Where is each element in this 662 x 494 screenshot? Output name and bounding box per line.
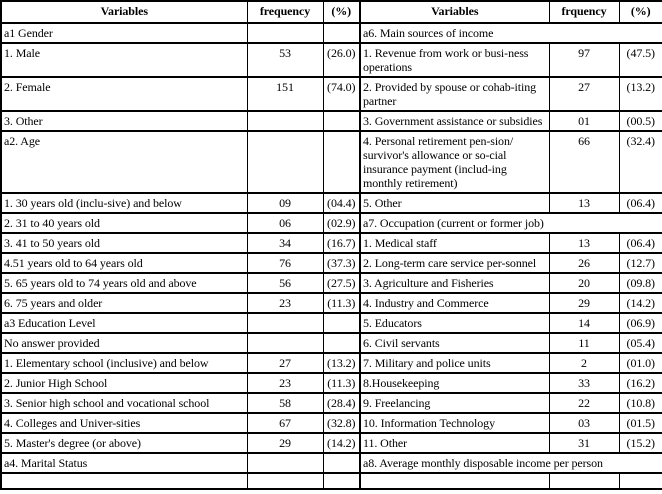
right-percent-cell: (14.2) (619, 293, 662, 313)
left-variable-cell: 1. Male (1, 43, 247, 77)
left-frequency-cell: 34 (247, 233, 323, 253)
table-row (1, 273, 662, 293)
left-frequency-cell: 23 (247, 373, 323, 393)
left-variable-cell: 1. Elementary school (inclusive) and below (1, 353, 247, 373)
left-percent-cell (323, 473, 360, 489)
left-percent-cell: (32.8) (323, 413, 360, 433)
right-variable-cell: 4. Personal retirement pen-sion/ survivor's allowance or so-cial insurance payment (includ-ing monthly retirement) (360, 131, 549, 193)
right-percent-header: (%) (619, 1, 662, 23)
right-variable-cell: 8.Housekeeping (360, 373, 549, 393)
right-percent-cell: (09.8) (619, 273, 662, 293)
table-row (1, 23, 662, 43)
left-percent-cell: (28.4) (323, 393, 360, 413)
right-percent-cell: (06.9) (619, 313, 662, 333)
right-variable-cell: 3. Agriculture and Fisheries (360, 273, 549, 293)
table-row (1, 253, 662, 273)
left-frequency-cell: 23 (247, 293, 323, 313)
table-row (1, 373, 662, 393)
left-frequency-cell (247, 111, 323, 131)
left-variable-cell: a3 Education Level (1, 313, 247, 333)
table-row (1, 193, 662, 213)
left-percent-cell: (11.3) (323, 293, 360, 313)
right-frequency-cell (549, 473, 619, 489)
right-frequency-cell: 13 (549, 233, 619, 253)
right-percent-cell: (01.0) (619, 353, 662, 373)
right-percent-cell (619, 473, 662, 489)
right-variable-cell: 2. Long-term care service per-sonnel (360, 253, 549, 273)
table-row (1, 313, 662, 333)
right-frequency-cell: 13 (549, 193, 619, 213)
table-row (1, 131, 662, 193)
left-percent-cell (323, 131, 360, 193)
left-variable-cell: a2. Age (1, 131, 247, 193)
left-variable-cell: 3. 41 to 50 years old (1, 233, 247, 253)
left-frequency-cell: 151 (247, 77, 323, 111)
left-variable-cell: 5. Master's degree (or above) (1, 433, 247, 453)
left-frequency-cell (247, 313, 323, 333)
table-row (1, 293, 662, 313)
table-row (1, 333, 662, 353)
right-frequency-cell: 20 (549, 273, 619, 293)
right-frequency-cell: 01 (549, 111, 619, 131)
left-variable-cell: 1. 30 years old (inclu-sive) and below (1, 193, 247, 213)
left-variable-cell: No answer provided (1, 333, 247, 353)
right-percent-cell: (13.2) (619, 77, 662, 111)
left-frequency-cell: 53 (247, 43, 323, 77)
left-variable-cell: 4.51 years old to 64 years old (1, 253, 247, 273)
left-variable-cell: 4. Colleges and Univer-sities (1, 413, 247, 433)
right-percent-cell: (32.4) (619, 131, 662, 193)
right-variables-header: Variables (360, 1, 549, 23)
right-frequency-cell: 11 (549, 333, 619, 353)
right-percent-cell: (12.7) (619, 253, 662, 273)
left-percent-cell: (11.3) (323, 373, 360, 393)
left-frequency-cell: 58 (247, 393, 323, 413)
left-percent-cell (323, 111, 360, 131)
right-variable-cell: 11. Other (360, 433, 549, 453)
right-variable-cell: 4. Industry and Commerce (360, 293, 549, 313)
right-percent-cell: (47.5) (619, 43, 662, 77)
right-percent-cell: (06.4) (619, 233, 662, 253)
left-percent-cell: (27.5) (323, 273, 360, 293)
left-frequency-cell (247, 333, 323, 353)
left-percent-cell (323, 333, 360, 353)
left-frequency-cell: 76 (247, 253, 323, 273)
left-variable-cell: 5. 65 years old to 74 years old and above (1, 273, 247, 293)
right-variable-cell: 3. Government assistance or subsidies (360, 111, 549, 131)
right-section-cell: a7. Occupation (current or former job) (360, 213, 662, 233)
left-variable-cell: 2. Female (1, 77, 247, 111)
right-percent-cell: (15.2) (619, 433, 662, 453)
left-variables-header: Variables (1, 1, 247, 23)
clipped-row (1, 473, 662, 489)
left-variable-cell: 3. Senior high school and vocational school (1, 393, 247, 413)
right-section-cell: a6. Main sources of income (360, 23, 662, 43)
right-variable-cell: 5. Other (360, 193, 549, 213)
left-variable-cell: a1 Gender (1, 23, 247, 43)
right-frequency-cell: 22 (549, 393, 619, 413)
left-percent-cell: (14.2) (323, 433, 360, 453)
table-row (1, 111, 662, 131)
table-row (1, 433, 662, 453)
right-percent-cell: (05.4) (619, 333, 662, 353)
right-frequency-cell: 66 (549, 131, 619, 193)
right-variable-cell: 1. Medical staff (360, 233, 549, 253)
left-frequency-cell: 27 (247, 353, 323, 373)
left-frequency-cell: 56 (247, 273, 323, 293)
table-row (1, 353, 662, 373)
left-percent-cell: (74.0) (323, 77, 360, 111)
left-percent-header: (%) (323, 1, 360, 23)
left-frequency-cell (247, 473, 323, 489)
table-row (1, 213, 662, 233)
right-variable-cell: 1. Revenue from work or busi-ness operations (360, 43, 549, 77)
right-frequency-cell: 2 (549, 353, 619, 373)
right-frequency-cell: 29 (549, 293, 619, 313)
left-percent-cell: (16.7) (323, 233, 360, 253)
left-percent-cell: (37.3) (323, 253, 360, 273)
left-percent-cell (323, 23, 360, 43)
right-percent-cell: (16.2) (619, 373, 662, 393)
right-frequency-cell: 14 (549, 313, 619, 333)
right-variable-cell: 5. Educators (360, 313, 549, 333)
right-variable-cell: 10. Information Technology (360, 413, 549, 433)
left-frequency-cell: 09 (247, 193, 323, 213)
right-section-cell: a8. Average monthly disposable income per person (360, 453, 662, 473)
left-percent-cell: (02.9) (323, 213, 360, 233)
right-percent-cell: (01.5) (619, 413, 662, 433)
left-variable-cell: 2. 31 to 40 years old (1, 213, 247, 233)
left-variable-cell (1, 473, 247, 489)
right-variable-cell: 2. Provided by spouse or cohab-iting partner (360, 77, 549, 111)
left-variable-cell: 3. Other (1, 111, 247, 131)
left-frequency-header: frequency (247, 1, 323, 23)
left-frequency-cell (247, 453, 323, 473)
right-percent-cell: (00.5) (619, 111, 662, 131)
right-frequency-cell: 31 (549, 433, 619, 453)
right-percent-cell: (10.8) (619, 393, 662, 413)
left-variable-cell: 2. Junior High School (1, 373, 247, 393)
table-row (1, 453, 662, 473)
left-frequency-cell (247, 23, 323, 43)
right-variable-cell (360, 473, 549, 489)
left-percent-cell (323, 453, 360, 473)
left-frequency-cell: 29 (247, 433, 323, 453)
left-variable-cell: a4. Marital Status (1, 453, 247, 473)
table-row (1, 413, 662, 433)
left-percent-cell: (04.4) (323, 193, 360, 213)
right-frequency-cell: 33 (549, 373, 619, 393)
left-variable-cell: 6. 75 years and older (1, 293, 247, 313)
right-frequency-cell: 97 (549, 43, 619, 77)
left-percent-cell (323, 313, 360, 333)
right-variable-cell: 7. Military and police units (360, 353, 549, 373)
right-frequency-cell: 27 (549, 77, 619, 111)
left-percent-cell: (26.0) (323, 43, 360, 77)
right-frequency-header: frquency (549, 1, 619, 23)
right-frequency-cell: 26 (549, 253, 619, 273)
right-variable-cell: 9. Freelancing (360, 393, 549, 413)
table-row (1, 393, 662, 413)
table-row (1, 43, 662, 77)
table-row (1, 77, 662, 111)
left-frequency-cell: 06 (247, 213, 323, 233)
right-frequency-cell: 03 (549, 413, 619, 433)
left-frequency-cell: 67 (247, 413, 323, 433)
right-variable-cell: 6. Civil servants (360, 333, 549, 353)
right-percent-cell: (06.4) (619, 193, 662, 213)
table-row (1, 233, 662, 253)
header-row (1, 1, 662, 23)
left-percent-cell: (13.2) (323, 353, 360, 373)
left-frequency-cell (247, 131, 323, 193)
